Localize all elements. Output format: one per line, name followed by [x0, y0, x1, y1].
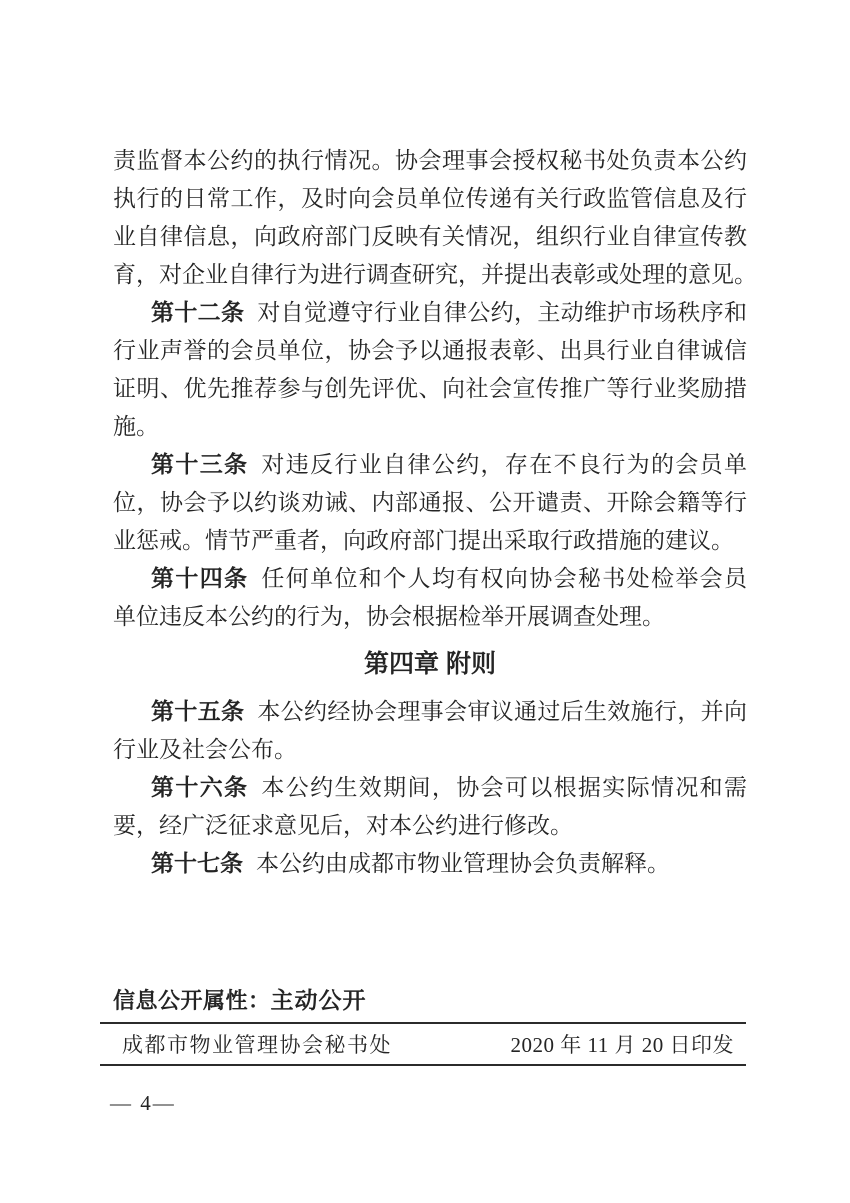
article-number: 第十三条	[151, 452, 249, 477]
body-line: 业自律信息，向政府部门反映有关情况，组织行业自律宣传教	[113, 224, 747, 249]
paragraph	[113, 446, 747, 560]
paragraph	[113, 142, 757, 294]
body-line: 行业声誉的会员单位，协会予以通报表彰、出具行业自律诚信	[113, 338, 747, 363]
body-line: 责监督本公约的执行情况。协会理事会授权秘书处负责本公约	[113, 148, 747, 173]
paragraph	[113, 845, 747, 883]
document-body	[113, 142, 757, 883]
paragraph	[113, 560, 747, 636]
body-line: 育，对企业自律行为进行调查研究，并提出表彰或处理的意见。	[113, 262, 757, 287]
body-line: 证明、优先推荐参与创先评优、向社会宣传推广等行业奖励措	[113, 376, 747, 401]
body-line: 第十六条 本公约生效期间，协会可以根据实际情况和需	[151, 775, 748, 800]
body-line: 第十七条 本公约由成都市物业管理协会负责解释。	[151, 851, 670, 876]
issuance-row	[100, 1024, 746, 1064]
page-number: — 4—	[110, 1091, 176, 1115]
body-line: 施。	[113, 414, 159, 439]
paragraph	[113, 693, 747, 769]
article-number: 第十四条	[151, 566, 249, 591]
body-line: 第十三条 对违反行业自律公约，存在不良行为的会员单	[151, 452, 748, 477]
body-line: 行业及社会公布。	[113, 737, 297, 762]
body-line: 业惩戒。情节严重者，向政府部门提出采取行政措施的建议。	[113, 528, 734, 553]
body-line: 执行的日常工作，及时向会员单位传递有关行政监管信息及行	[113, 186, 747, 211]
body-line: 第十五条 本公约经协会理事会审议通过后生效施行，并向	[151, 699, 748, 724]
body-line: 单位违反本公约的行为，协会根据检举开展调查处理。	[113, 604, 665, 629]
issuer-name: 成都市物业管理协会秘书处	[122, 1033, 392, 1057]
disclosure-attribute-line	[113, 986, 367, 1016]
disclosure-label: 信息公开属性：	[113, 988, 271, 1013]
issue-date: 2020 年 11 月 20 日印发	[510, 1033, 734, 1057]
article-number: 第十五条	[151, 699, 245, 724]
chapter-heading: 第四章 附则	[364, 650, 496, 678]
body-line: 第十二条 对自觉遵守行业自律公约，主动维护市场秩序和	[151, 300, 748, 325]
body-line: 第十四条 任何单位和个人均有权向协会秘书处检举会员	[151, 566, 748, 591]
body-line: 要，经广泛征求意见后，对本公约进行修改。	[113, 813, 573, 838]
article-number: 第十七条	[151, 851, 243, 876]
paragraph	[113, 294, 747, 446]
body-line: 位，协会予以约谈劝诫、内部通报、公开谴责、开除会籍等行	[113, 490, 747, 515]
footer-rule-bottom	[100, 1064, 746, 1066]
disclosure-value: 主动公开	[270, 988, 367, 1013]
article-number: 第十六条	[151, 775, 249, 800]
paragraph	[113, 769, 747, 845]
article-number: 第十二条	[151, 300, 245, 325]
